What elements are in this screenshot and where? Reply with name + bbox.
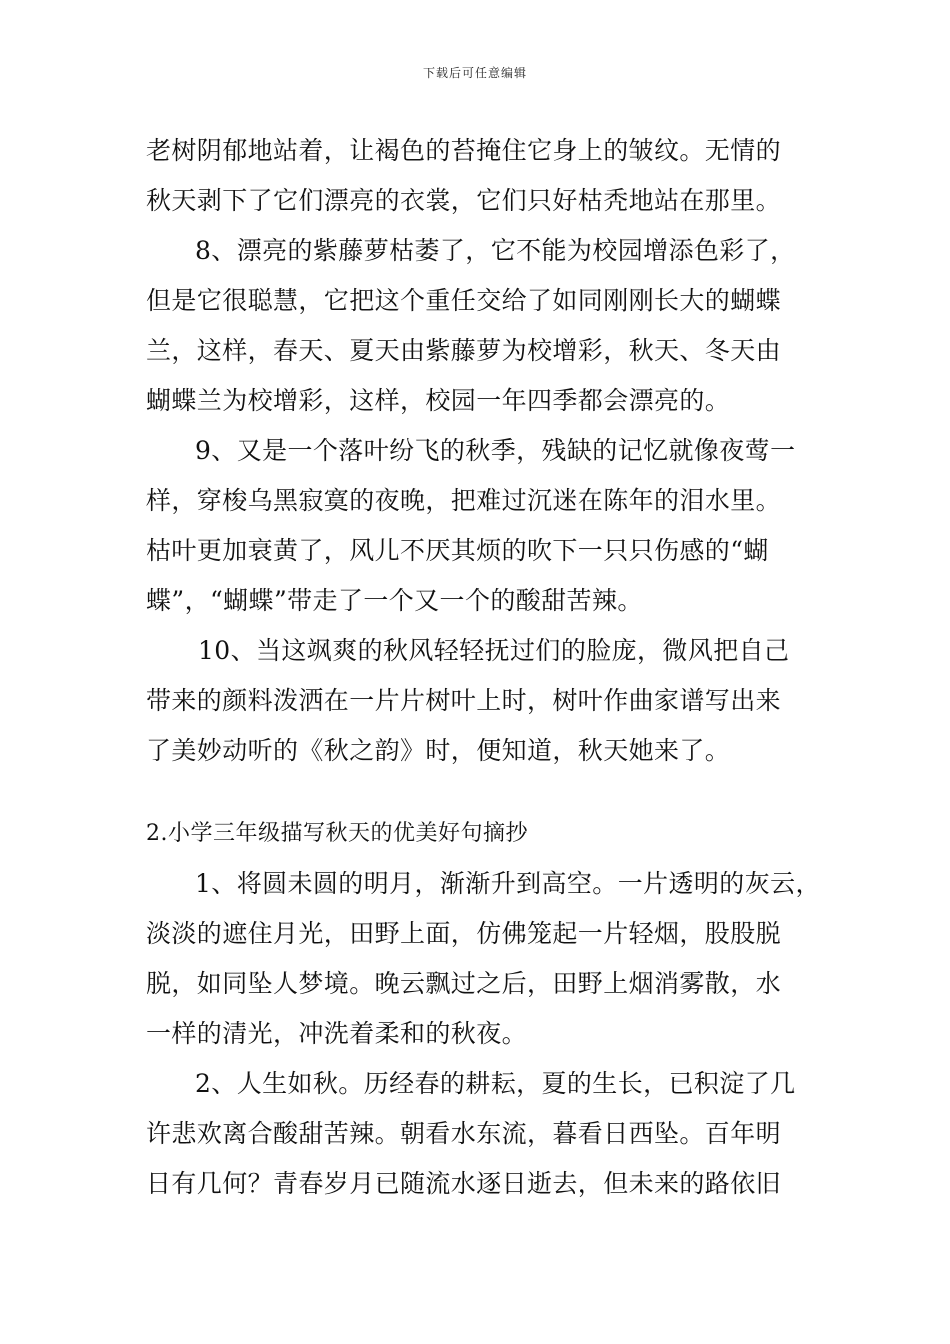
text-line: 样，穿梭乌黑寂寞的夜晚，把难过沉迷在陈年的泪水里。 — [146, 486, 782, 515]
text-line: 秋天剥下了它们漂亮的衣裳，它们只好枯秃地站在那里。 — [146, 186, 782, 215]
text-line: 老树阴郁地站着，让褐色的苔掩住它身上的皱纹。无情的 — [146, 136, 782, 165]
text-line: 但是它很聪慧，它把这个重任交给了如同刚刚长大的蝴蝶 — [146, 286, 782, 315]
text-line: 脱，如同坠人梦境。晚云飘过之后，田野上烟消雾散，水 — [146, 969, 782, 998]
page-header: 下载后可任意编辑 — [422, 66, 527, 80]
text-line: 蝶”，“蝴蝶”带走了一个又一个的酸甜苦辣。 — [146, 586, 643, 615]
text-line: 带来的颜料泼洒在一片片树叶上时，树叶作曲家谱写出来 — [146, 686, 782, 715]
text-line-item-10: 10、当这飒爽的秋风轻轻抚过们的脸庞，微风把自己 — [198, 636, 790, 665]
text-line: 兰，这样，春天、夏天由紫藤萝为校增彩，秋天、冬天由 — [146, 336, 782, 365]
text-line-item-2: 2、人生如秋。历经春的耕耘，夏的生长，已积淀了几 — [195, 1069, 796, 1098]
text-line: 淡淡的遮住月光，田野上面，仿佛笼起一片轻烟，股股脱 — [146, 919, 782, 948]
text-line-item-8: 8、漂亮的紫藤萝枯萎了，它不能为校园增添色彩了， — [195, 236, 796, 265]
section-heading: 2.小学三年级描写秋天的优美好句摘抄 — [146, 821, 528, 846]
text-line: 一样的清光，冲洗着柔和的秋夜。 — [146, 1019, 528, 1048]
text-line: 许悲欢离合酸甜苦辣。朝看水东流，暮看日西坠。百年明 — [146, 1119, 782, 1148]
section-gap — [146, 776, 836, 809]
text-line-item-1: 1、将圆未圆的明月，渐渐升到高空。一片透明的灰云， — [195, 869, 821, 898]
document-body — [146, 126, 836, 1209]
text-line-item-9: 9、又是一个落叶纷飞的秋季，残缺的记忆就像夜莺一 — [195, 436, 796, 465]
text-line: 枯叶更加衰黄了，风儿不厌其烦的吹下一只只伤感的“蝴 — [146, 536, 769, 565]
text-line: 了美妙动听的《秋之韵》时，便知道，秋天她来了。 — [146, 736, 731, 765]
text-line: 蝴蝶兰为校增彩，这样，校园一年四季都会漂亮的。 — [146, 386, 731, 415]
text-line: 日有几何？青春岁月已随流水逐日逝去，但未来的路依旧 — [146, 1169, 782, 1198]
